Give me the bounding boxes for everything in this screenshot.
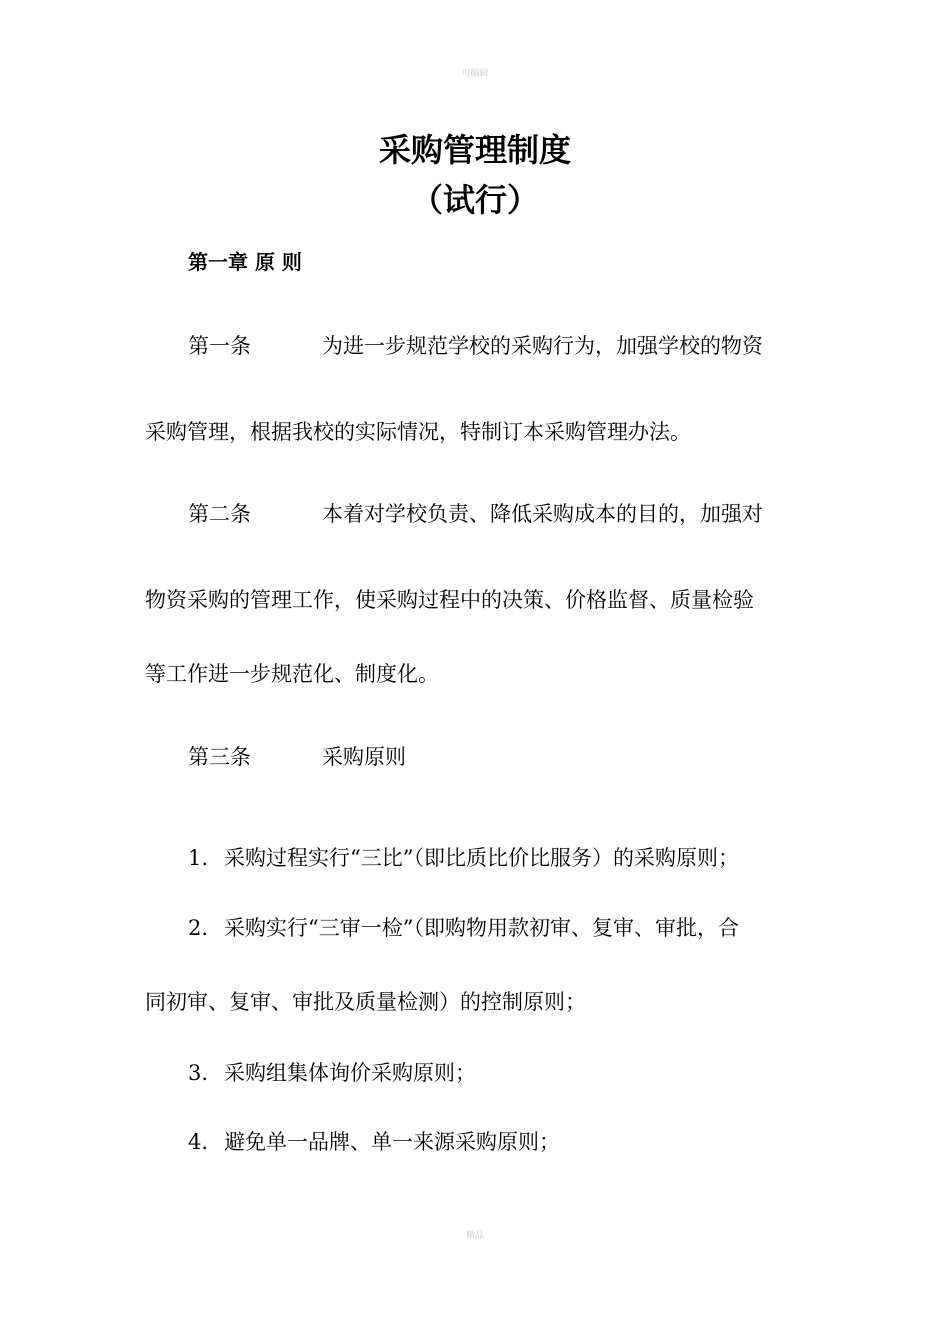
document-title: 采购管理制度 bbox=[378, 131, 571, 169]
article-3-text: 采购原则 bbox=[322, 745, 406, 769]
principle-3-text: 采购组集体询价采购原则； bbox=[224, 1061, 476, 1085]
article-1-text: 为进一步规范学校的采购行为，加强学校的物资 bbox=[322, 334, 763, 358]
article-2-first-line bbox=[188, 500, 763, 528]
header-watermark: 可编辑 bbox=[461, 69, 489, 79]
article-3-first-line bbox=[188, 743, 406, 771]
principle-4-text: 避免单一品牌、单一来源采购原则； bbox=[224, 1130, 560, 1154]
principle-2-continuation-1: 同初审、复审、审批及质量检测）的控制原则； bbox=[145, 990, 586, 1014]
principle-1 bbox=[188, 844, 739, 872]
principle-2-number: 2. bbox=[188, 916, 209, 940]
principle-2-text: 采购实行“三审一检”（即购物用款初审、复审、审批，合 bbox=[224, 916, 739, 940]
article-2-continuation-2: 等工作进一步规范化、制度化。 bbox=[145, 662, 439, 686]
principle-3 bbox=[188, 1059, 476, 1087]
footer-watermark: 精品 bbox=[465, 1231, 484, 1241]
principle-2 bbox=[188, 914, 739, 942]
article-1-label: 第一条 bbox=[188, 334, 251, 358]
article-1-first-line bbox=[188, 332, 763, 360]
document-subtitle: （试行） bbox=[410, 181, 539, 219]
principle-4 bbox=[188, 1128, 560, 1156]
principle-1-number: 1. bbox=[188, 846, 209, 870]
chapter-heading: 第一章 原 则 bbox=[188, 250, 302, 274]
article-3-label: 第三条 bbox=[188, 745, 251, 769]
principle-1-text: 采购过程实行“三比”（即比质比价比服务）的采购原则； bbox=[224, 846, 739, 870]
article-2-continuation-1: 物资采购的管理工作，使采购过程中的决策、价格监督、质量检验 bbox=[145, 588, 754, 612]
article-2-label: 第二条 bbox=[188, 502, 251, 526]
article-2-text: 本着对学校负责、降低采购成本的目的，加强对 bbox=[322, 502, 763, 526]
principle-3-number: 3. bbox=[188, 1061, 209, 1085]
principle-4-number: 4. bbox=[188, 1130, 209, 1154]
article-1-continuation-1: 采购管理，根据我校的实际情况，特制订本采购管理办法。 bbox=[145, 420, 691, 444]
